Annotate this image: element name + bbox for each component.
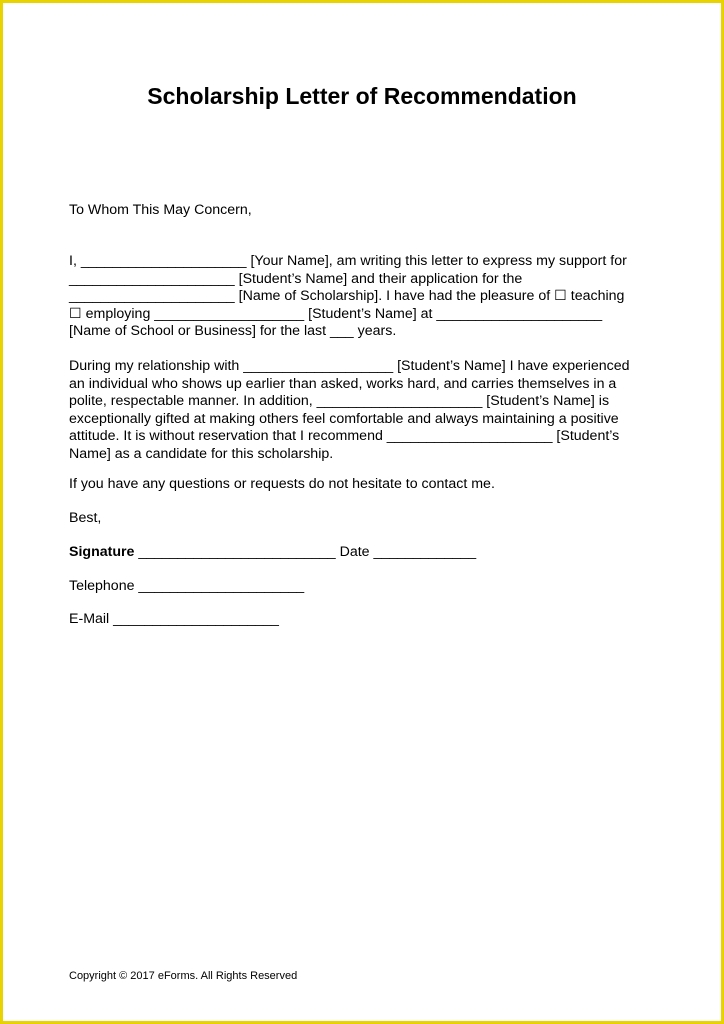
date-field[interactable]: _____________	[369, 544, 477, 560]
paragraph-line: polite, respectable manner. In addition, _____________________ [Student’s Name] is	[69, 393, 610, 410]
paragraph-line: [Name of School or Business] for the last ___ years.	[69, 323, 397, 340]
telephone-label: Telephone	[69, 578, 135, 594]
date-label: Date	[339, 544, 370, 560]
email-label: E-Mail	[69, 611, 110, 627]
paragraph-line: During my relationship with ___________________ [Student’s Name] I have experienced	[69, 358, 630, 374]
document-title: Scholarship Letter of Recommendation	[147, 83, 577, 109]
copyright-footer: Copyright © 2017 eForms. All Rights Reserved	[69, 970, 298, 982]
paragraph-line: attitude. It is without reservation that I recommend _____________________ [Student’s	[69, 428, 620, 445]
email-row	[69, 611, 659, 629]
email-field[interactable]: _____________________	[109, 611, 279, 627]
paragraph-line: ☐ employing ___________________ [Student’s Name] at _____________________	[69, 305, 603, 322]
paragraph-line: exceptionally gifted at making others feel comfortable and always maintaining a positive	[69, 410, 619, 427]
greeting: To Whom This May Concern,	[69, 202, 252, 218]
paragraph-contact: If you have any questions or requests do not hesitate to contact me.	[69, 476, 495, 492]
paragraph-line: I, _____________________ [Your Name], am writing this letter to express my support for	[69, 253, 627, 269]
signature-field[interactable]: _________________________	[134, 544, 340, 560]
paragraph-relationship	[69, 358, 659, 464]
signature-label: Signature	[69, 544, 135, 560]
telephone-row	[69, 578, 659, 596]
paragraph-line: _____________________ [Name of Scholarship]. I have had the pleasure of ☐ teaching	[69, 288, 625, 305]
telephone-field[interactable]: _____________________	[134, 578, 305, 594]
closing: Best,	[69, 510, 102, 526]
paragraph-line: Name] as a candidate for this scholarship.	[69, 445, 334, 462]
signature-row	[69, 544, 659, 562]
paragraph-line: an individual who shows up earlier than asked, works hard, and carries themselves in a	[69, 375, 617, 392]
paragraph-intro	[69, 253, 659, 341]
paragraph-line: _____________________ [Student’s Name] and their application for the	[69, 270, 523, 287]
